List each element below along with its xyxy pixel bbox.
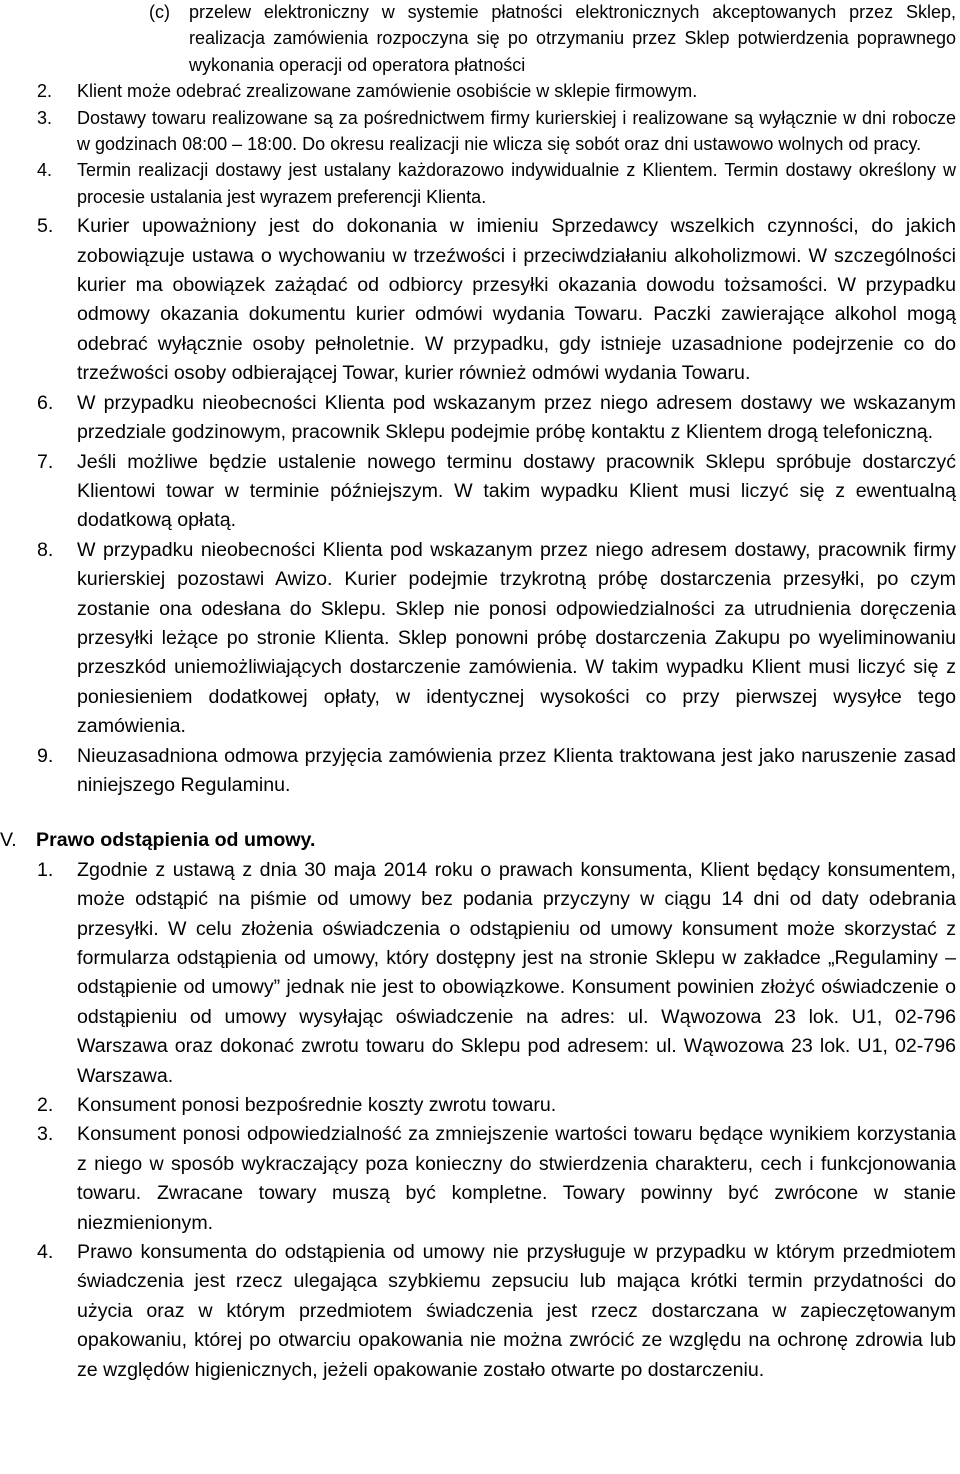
section-spacer xyxy=(0,800,960,826)
list-item-c xyxy=(0,0,960,78)
list-item-2 xyxy=(0,78,960,104)
item-number: 9. xyxy=(37,744,54,767)
list-item-5 xyxy=(0,212,960,388)
item-number: 2. xyxy=(37,81,53,102)
list-item-9 xyxy=(0,742,960,801)
item-text: Nieuzasadniona odmowa przyjęcia zamówienia przez Klienta traktowana jest jako naruszenie zasad niniejszego Regulaminu. xyxy=(77,744,956,796)
item-text: Prawo konsumenta do odstąpienia od umowy nie przysługuje w przypadku w którym przedmiotem świadczenia jest rzecz ulegająca szybkiemu zepsuciu lub mająca krótki termin przydatności do użycia oraz w którym przedmiotem świadczenia jest rzecz dostarczana w zapieczętowanym opakowaniu, której po otwarciu opakowania nie można zwrócić ze względu na ochronę zdrowia lub ze względów higienicznych, jeżeli opakowanie zostało otwarte po dostarczeniu. xyxy=(77,1241,956,1381)
list-item-v3 xyxy=(0,1120,960,1238)
item-text: przelew elektroniczny w systemie płatności elektronicznych akceptowanych przez Sklep, realizacja zamówienia rozpoczyna się po otrzymaniu przez Sklep potwierdzenia poprawnego wykonania operacji od operatora płatności xyxy=(189,2,956,75)
section-title: Prawo odstąpienia od umowy. xyxy=(36,829,316,852)
item-number: 4. xyxy=(37,160,53,181)
item-number: 6. xyxy=(37,391,54,414)
list-item-8 xyxy=(0,536,960,742)
list-item-4 xyxy=(0,157,960,210)
list-item-v1 xyxy=(0,856,960,1091)
list-item-6 xyxy=(0,389,960,448)
list-item-3 xyxy=(0,105,960,158)
item-text: Klient może odebrać zrealizowane zamówienie osobiście w sklepie firmowym. xyxy=(77,81,698,102)
item-number: 3. xyxy=(37,107,53,128)
item-text: Kurier upoważniony jest do dokonania w imieniu Sprzedawcy wszelkich czynności, do jakich zobowiązuje ustawa o wychowaniu w trzeźwości i przeciwdziałaniu alkoholizmowi. W szczególności kurier ma obowiązek zażądać od odbiorcy przesyłki okazania dowodu tożsamości. W przypadku odmowy okazania dokumentu kurier odmówi wydania Towaru. Paczki zawierające alkohol mogą odebrać wyłącznie osoby pełnoletnie. W przypadku, gdy istnieje uzasadnione podejrzenie co do trzeźwości osoby odbierającej Towar, kurier również odmówi wydania Towaru. xyxy=(77,215,956,385)
item-text: W przypadku nieobecności Klienta pod wskazanym przez niego adresem dostawy we wskazanym przedziale godzinowym, pracownik Sklepu podejmie próbę kontaktu z Klientem drogą telefoniczną. xyxy=(77,391,956,444)
item-text: Zgodnie z ustawą z dnia 30 maja 2014 roku o prawach konsumenta, Klient będący konsumentem, może odstąpić na piśmie od umowy bez podania przyczyny w ciągu 14 dni od daty odebrania przesyłki. W celu złożenia oświadczenia o odstąpieniu od umowy konsument może skorzystać z formularza odstąpienia od umowy, który dostępny jest na stronie Sklepu w zakładce „Regulaminy – odstąpienie od umowy” jednak nie jest to obowiązkowe. Konsument powinien złożyć oświadczenie o odstąpieniu od umowy wysyłając oświadczenie na adres: ul. Wąwozowa 23 lok. U1, 02-796 Warszawa oraz dokonać zwrotu towaru do Sklepu pod adresem: ul. Wąwozowa 23 lok. U1, 02-796 Warszawa. xyxy=(77,858,956,1087)
item-number: 3. xyxy=(37,1123,54,1146)
item-text: Konsument ponosi bezpośrednie koszty zwrotu towaru. xyxy=(77,1094,557,1117)
item-number: 2. xyxy=(37,1094,54,1117)
section-v-heading xyxy=(0,826,960,855)
section-v-list xyxy=(0,856,960,1385)
section-iv-more xyxy=(0,212,960,800)
item-number: 4. xyxy=(37,1241,54,1264)
item-text: Termin realizacji dostawy jest ustalany każdorazowo indywidualnie z Klientem. Termin dostawy określony w procesie ustalania jest wyrazem preferencji Klienta. xyxy=(77,160,956,207)
item-text: Konsument ponosi odpowiedzialność za zmniejszenie wartości towaru będące wynikiem korzystania z niego w sposób wykraczający poza konieczny do stwierdzenia charakteru, cech i funkcjonowania towaru. Zwracane towary muszą być kompletne. Towary powinny być zwrócone w stanie niezmienionym. xyxy=(77,1123,956,1234)
item-label: (c) xyxy=(149,2,170,22)
item-text: W przypadku nieobecności Klienta pod wskazanym przez niego adresem dostawy, pracownik firmy kurierskiej pozostawi Awizo. Kurier podejmie trzykrotną próbę dostarczenia przesyłki, po czym zostanie ona odesłana do Sklepu. Sklep nie ponosi odpowiedzialności za utrudnienia doręczenia przesyłki leżące po stronie Klienta. Sklep ponowni próbę dostarczenia Zakupu po wyeliminowaniu przeszkód uniemożliwiających dostarczenie zamówienia. W takim wypadku Klient musi liczyć się z poniesieniem dodatkowej opłaty, w identycznej wysokości co przy pierwszej wysyłce tego zamówienia. xyxy=(77,538,956,738)
section-number: V. xyxy=(0,829,17,852)
item-text: Jeśli możliwe będzie ustalenie nowego terminu dostawy pracownik Sklepu spróbuje dostarczyć Klientowi towar w terminie późniejszym. W takim wypadku Klient musi liczyć się z ewentualną dodatkową opłatą. xyxy=(77,450,956,532)
list-item-7 xyxy=(0,448,960,536)
item-text: Dostawy towaru realizowane są za pośrednictwem firmy kurierskiej i realizowane są wyłącznie w dni robocze w godzinach 08:00 – 18:00. Do okresu realizacji nie wlicza się sobót oraz dni ustawowo wolnych od pracy. xyxy=(77,107,956,155)
item-number: 5. xyxy=(37,215,54,238)
item-number: 8. xyxy=(37,538,54,561)
section-iv-continuation xyxy=(0,0,960,210)
item-number: 7. xyxy=(37,450,54,473)
item-number: 1. xyxy=(37,858,54,881)
list-item-v2 xyxy=(0,1091,960,1120)
list-item-v4 xyxy=(0,1238,960,1385)
